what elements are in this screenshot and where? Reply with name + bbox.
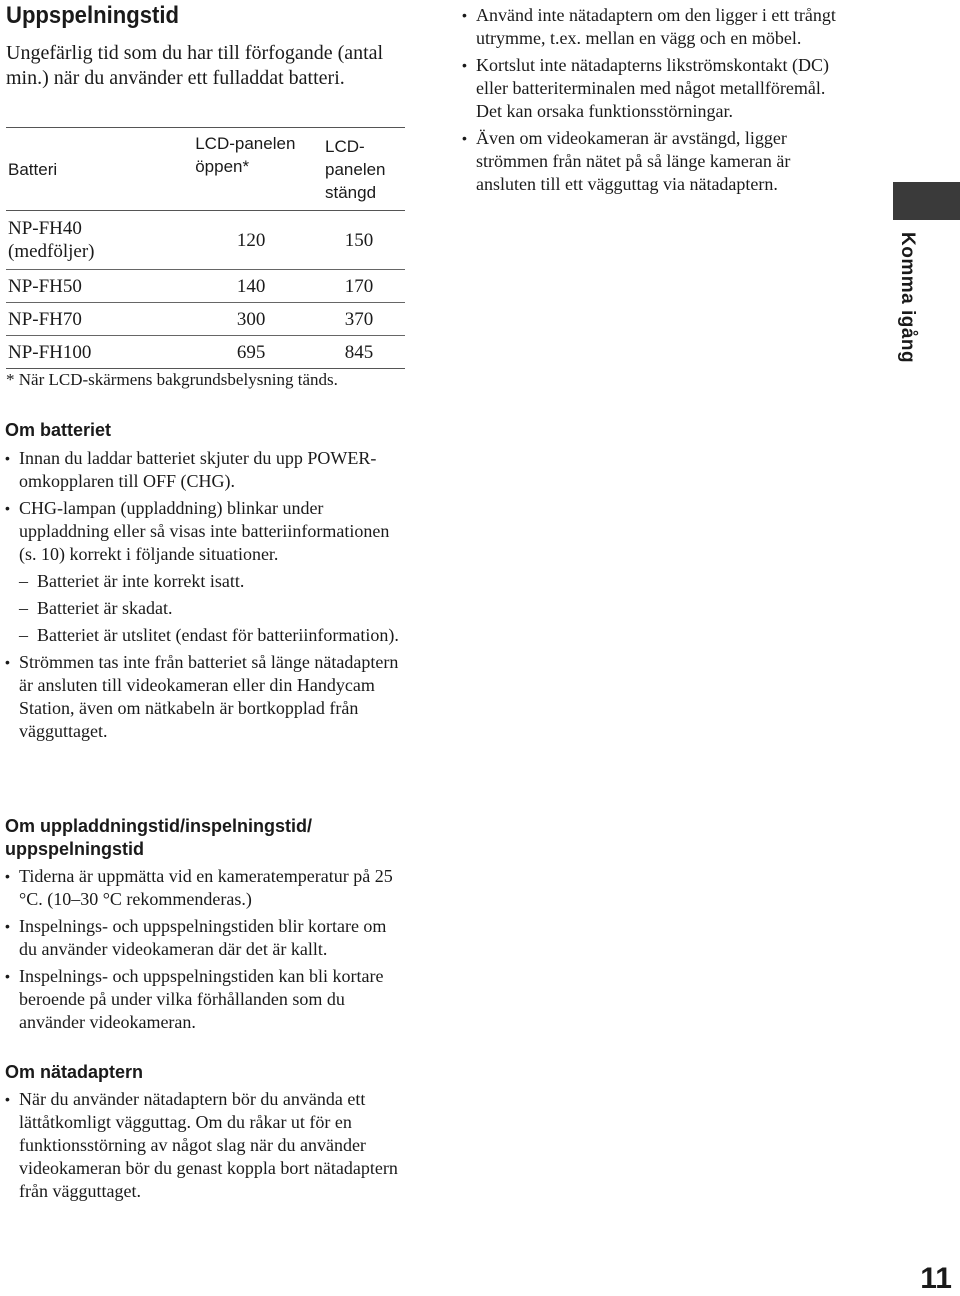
page-number: 11	[920, 1262, 952, 1295]
table-row	[6, 270, 405, 303]
sub-list-item: – Batteriet är inte korrekt isatt.	[19, 570, 405, 593]
table-row	[6, 211, 405, 270]
adapter-list	[5, 1088, 405, 1207]
table-cell-closed: 845	[344, 341, 374, 363]
table-row	[6, 303, 405, 336]
table-row	[6, 336, 405, 369]
list-item: • Inspelnings- och uppspelningstiden blir kortare om du använder videokameran där det är kallt.	[5, 915, 405, 961]
table-header-battery: Batteri	[8, 159, 58, 179]
situation-list	[19, 570, 405, 647]
table-cell-closed: 170	[344, 275, 374, 297]
table-cell-closed: 370	[344, 308, 374, 330]
list-item-text: CHG-lampan (uppladdning) blinkar under uppladdning eller så visas inte batteriinformationen (s. 10) korrekt i följande situationer.	[19, 498, 390, 564]
table-cell-battery: NP-FH100	[8, 341, 92, 363]
sub-list-item: – Batteriet är skadat.	[19, 597, 405, 620]
list-item: • Kortslut inte nätadapterns likströmskontakt (DC) eller batteriterminalen med något metallföremål. Det kan orsaka funktionsstörningar.	[462, 54, 847, 123]
battery-list	[5, 447, 405, 747]
right-column-list	[462, 4, 847, 200]
heading-ac-adapter: Om nätadaptern	[5, 1062, 144, 1082]
table-cell-battery-text: NP-FH40 (medföljer)	[8, 218, 95, 262]
table-cell-open: 695	[236, 341, 266, 363]
sub-list-item: – Batteriet är utslitet (endast för batteriinformation).	[19, 624, 405, 647]
chapter-tab-marker	[893, 182, 960, 220]
table-cell-open: 300	[236, 308, 266, 330]
chapter-tab-label: Komma igång	[897, 232, 918, 364]
battery-time-table	[6, 127, 405, 369]
table-cell-battery: NP-FH50	[8, 275, 82, 297]
table-cell-battery	[6, 211, 189, 270]
table-header-lcd-open: LCD-panelen öppen*	[195, 134, 296, 176]
table-cell-battery: NP-FH70	[8, 308, 82, 330]
list-item: • Inspelnings- och uppspelningstiden kan bli kortare beroende på under vilka förhållanden som du använder videokameran.	[5, 965, 405, 1034]
list-item: • När du använder nätadaptern bör du använda ett lättåtkomligt vägguttag. Om du råkar ut för en funktionsstörning av något slag när du använder videokameran bör du genast koppla bort nätadaptern från vägguttaget.	[5, 1088, 405, 1203]
table-header-lcd-closed-text: LCD-panelen stängd	[325, 136, 386, 202]
intro-text: Ungefärlig tid som du har till förfogande (antal min.) när du använder ett fulladdat batteri.	[6, 42, 384, 89]
table-cell-open: 120	[236, 229, 266, 251]
table-header-lcd-closed	[313, 128, 405, 211]
list-item: • Strömmen tas inte från batteriet så länge nätadaptern är ansluten till videokameran eller din Handycam Station, även om nätkabeln är bortkopplad från vägguttaget.	[5, 651, 405, 743]
heading-charge-times: Om uppladdningstid/inspelningstid/ uppspelningstid	[5, 816, 312, 859]
list-item: • Tiderna är uppmätta vid en kameratemperatur på 25 °C. (10–30 °C rekommenderas.)	[5, 865, 405, 911]
list-item: • Även om videokameran är avstängd, ligger strömmen från nätet på så länge kameran är ansluten till ett vägguttag via nätadaptern.	[462, 127, 847, 196]
section-title: Uppspelningstid	[6, 2, 179, 29]
list-item: • Använd inte nätadaptern om den ligger i ett trångt utrymme, t.ex. mellan en vägg och en möbel.	[462, 4, 847, 50]
list-item: • Innan du laddar batteriet skjuter du upp POWER-omkopplaren till OFF (CHG).	[5, 447, 405, 493]
table-cell-closed: 150	[344, 229, 374, 251]
list-item	[5, 497, 405, 647]
table-footnote: * När LCD-skärmens bakgrundsbelysning tänds.	[6, 370, 338, 389]
times-list	[5, 865, 405, 1038]
heading-battery: Om batteriet	[5, 420, 112, 440]
table-header-row	[6, 128, 405, 211]
table-cell-open: 140	[236, 275, 266, 297]
